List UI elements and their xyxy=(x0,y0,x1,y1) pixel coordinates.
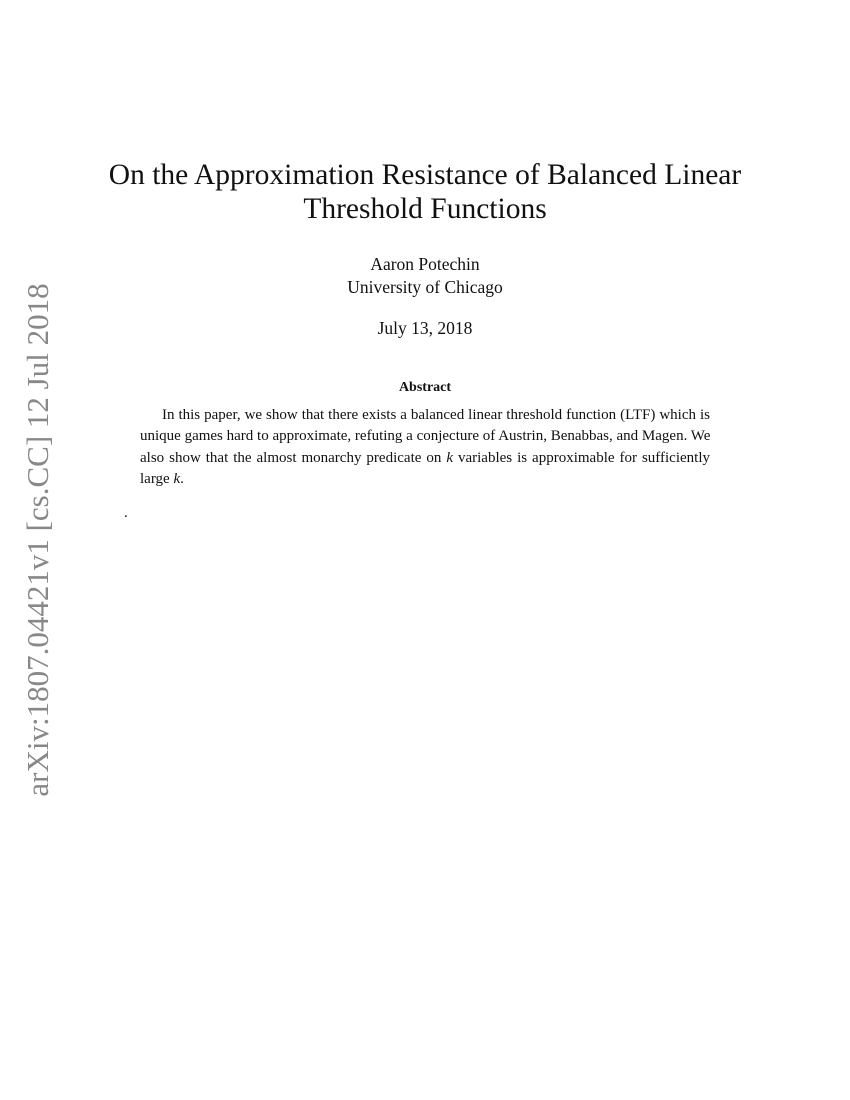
abstract-line xyxy=(140,405,710,426)
abstract-text: In this paper, we show that there exists a balanced linear threshold function (LTF) which is xyxy=(162,407,710,423)
stray-dot: . xyxy=(124,505,128,521)
title-line: Threshold Functions xyxy=(303,193,547,225)
abstract-line xyxy=(140,469,710,490)
arxiv-side-stamp: arXiv:1807.04421v1 [cs.CC] 12 Jul 2018 xyxy=(20,283,55,797)
math-variable: k xyxy=(173,470,181,487)
abstract-text: large xyxy=(140,470,174,487)
abstract-line xyxy=(140,448,710,469)
author-affiliation: University of Chicago xyxy=(347,277,503,297)
author-name: Aaron Potechin xyxy=(370,254,480,274)
abstract-text: . xyxy=(180,470,184,487)
math-variable: k xyxy=(446,449,453,466)
abstract-text: variables is approximable for sufficiently xyxy=(453,449,710,466)
abstract-line xyxy=(140,426,710,447)
paper-title xyxy=(0,158,850,226)
abstract-heading: Abstract xyxy=(398,380,452,395)
paper-date: July 13, 2018 xyxy=(377,318,473,338)
abstract-body xyxy=(140,405,710,490)
title-line: On the Approximation Resistance of Balanced Linear xyxy=(108,159,742,191)
abstract-text: unique games hard to approximate, refuting a conjecture of Austrin, Benabbas, and Magen. We xyxy=(140,428,711,445)
abstract-text: also show that the almost monarchy predicate on xyxy=(140,449,447,466)
